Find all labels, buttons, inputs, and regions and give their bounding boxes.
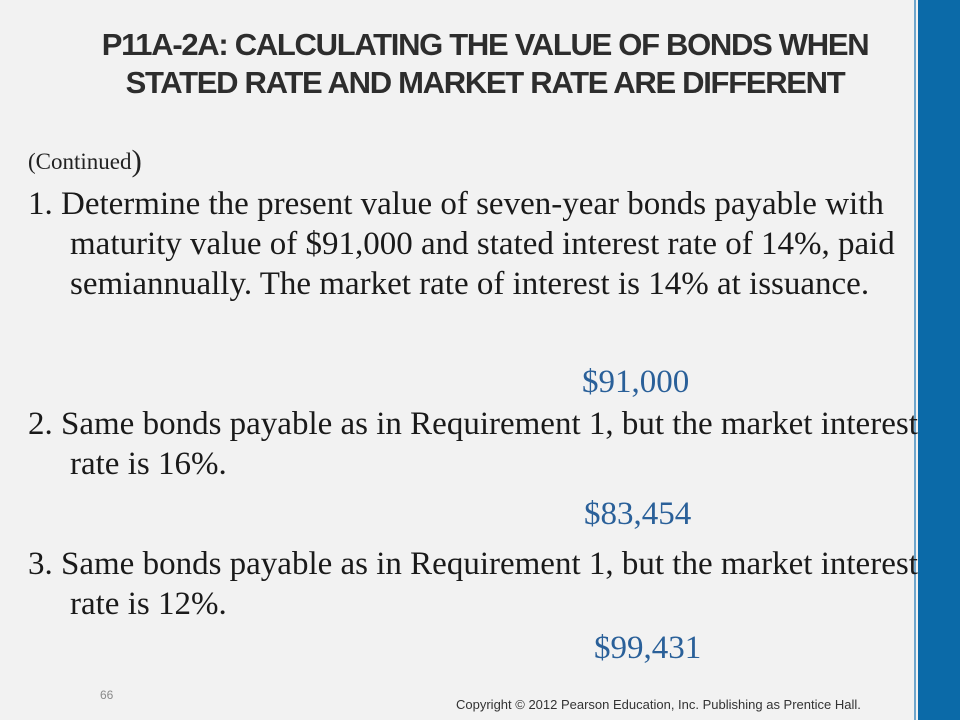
continued-text: (Continued	[28, 149, 132, 174]
requirement-2-answer: $83,454	[584, 496, 692, 532]
copyright-notice: Copyright © 2012 Pearson Education, Inc. Publishing as Prentice Hall.	[456, 697, 861, 712]
slide-title-line-2: STATED RATE AND MARKET RATE ARE DIFFERENT	[125, 65, 845, 100]
requirement-2-text: 2. Same bonds payable as in Requirement 1, but the market interest rate is 16%.	[28, 406, 918, 482]
slide-title	[60, 26, 910, 102]
slide-title-line-1: P11A-2A: CALCULATING THE VALUE OF BONDS WHEN	[101, 27, 869, 62]
page-number: 66	[100, 688, 114, 702]
requirement-3-answer: $99,431	[594, 630, 702, 666]
continued-paren: )	[131, 143, 142, 178]
continued-label	[28, 141, 142, 177]
requirement-3-text: 3. Same bonds payable as in Requirement 1, but the market interest rate is 12%.	[28, 546, 918, 622]
requirement-1-answer: $91,000	[582, 364, 690, 400]
requirement-1-text: 1. Determine the present value of seven-year bonds payable with maturity value of $91,000 and stated interest rate of 14%, paid semiannually. The market rate of interest is 14% at issuance.	[28, 186, 895, 302]
